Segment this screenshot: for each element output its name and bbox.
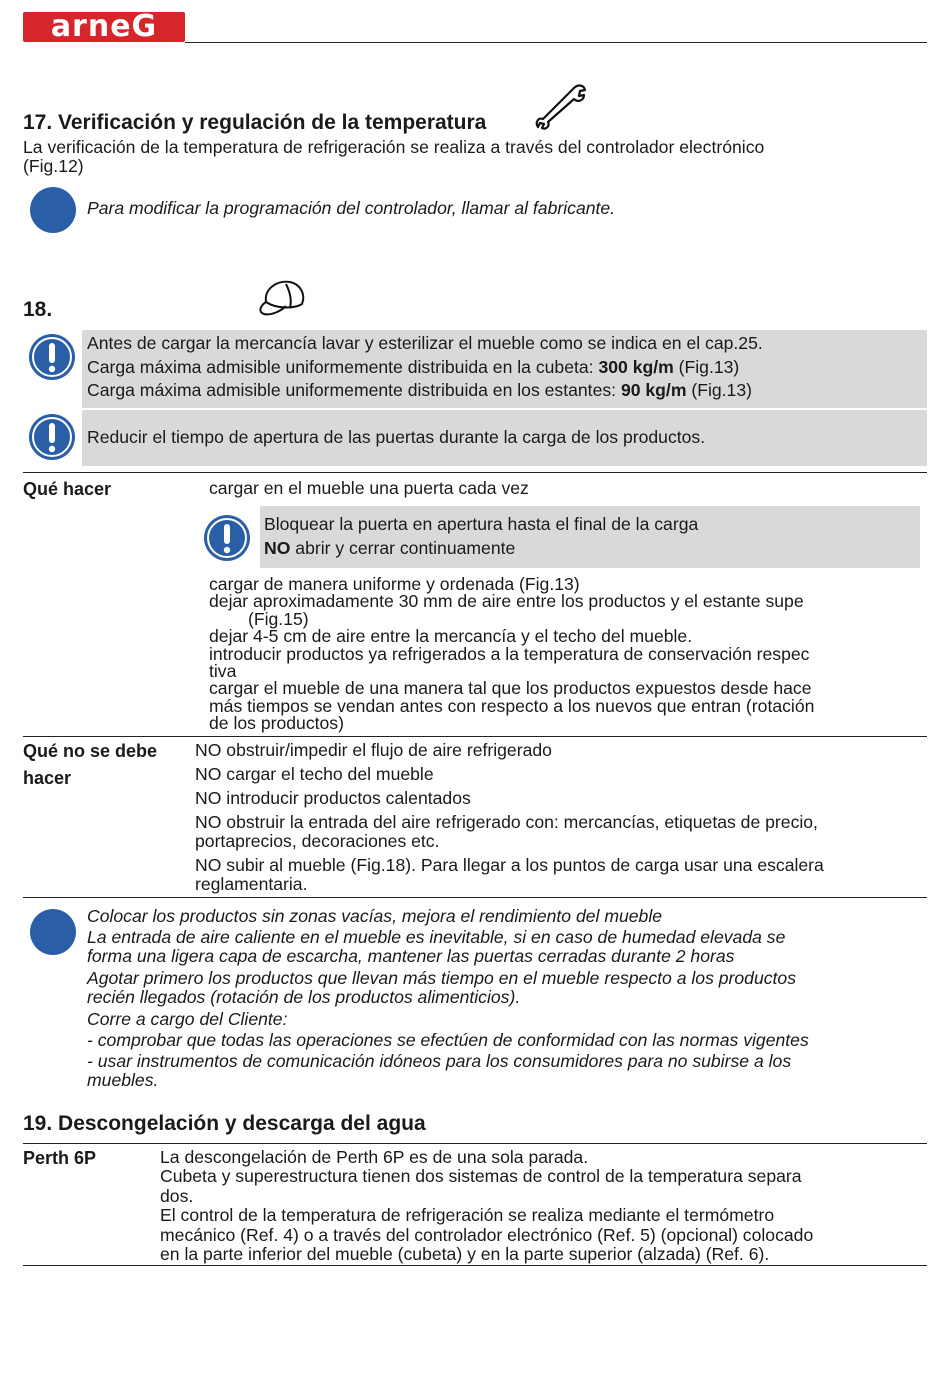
s17-paragraph-line2: (Fig.12): [23, 156, 84, 176]
arneg-logo: [23, 9, 185, 44]
que-no-line: portaprecios, decoraciones etc.: [195, 831, 440, 851]
exclamation-icon: [28, 413, 76, 461]
s17-paragraph-line1: La verificación de la temperatura de refrigeración se realiza a través del controlador electrónico: [23, 137, 765, 157]
que-no-label-line1: Qué no se debe: [23, 741, 158, 761]
note-line: - comprobar que todas las operaciones se efectúen de conformidad con las normas vigentes: [87, 1030, 809, 1050]
note-line: muebles.: [87, 1070, 159, 1090]
box1-line2: Carga máxima admisible uniformemente distribuida en la cubeta: 300 kg/m (Fig.13): [87, 357, 740, 377]
section-17-title: 17. Verificación y regulación de la temperatura: [23, 111, 487, 134]
perth-label: Perth 6P: [23, 1148, 97, 1168]
note-line: La entrada de aire caliente en el mueble es inevitable, si en caso de humedad elevada se: [87, 927, 786, 947]
s19-text: [160, 1148, 930, 1264]
que-no-line: NO subir al mueble (Fig.18). Para llegar a los puntos de carga usar una escalera: [195, 855, 824, 875]
note-line: Corre a cargo del Cliente:: [87, 1009, 288, 1029]
list-item: (Fig.15): [248, 608, 309, 629]
notes-block: [87, 906, 927, 1090]
que-no-line: NO cargar el techo del mueble: [195, 764, 434, 784]
list-item: tiva: [209, 661, 237, 682]
logo-text: arneG: [50, 9, 158, 44]
section-19-title: 19. Descongelación y descarga del agua: [23, 1112, 426, 1135]
rule: [23, 1143, 927, 1144]
box1-line1: Antes de cargar la mercancía lavar y esterilizar el mueble como se indica en el cap.25.: [87, 333, 763, 353]
list-item: de los productos): [209, 713, 344, 734]
que-no-line: NO obstruir/impedir el flujo de aire refrigerado: [195, 740, 552, 760]
wrench-icon: [534, 82, 588, 132]
cap-icon: [256, 278, 308, 318]
s19-line: Cubeta y superestructura tienen dos sistemas de control de la temperatura separa: [160, 1166, 802, 1187]
s19-line: La descongelación de Perth 6P es de una sola parada.: [160, 1147, 589, 1167]
note-line: Agotar primero los productos que llevan más tiempo en el mueble respecto a los productos: [87, 968, 797, 988]
list-item: cargar el mueble de una manera tal que los productos expuestos desde hace: [209, 678, 812, 699]
note-line: Colocar los productos sin zonas vacías, mejora el rendimiento del mueble: [87, 906, 663, 926]
s17-note: Para modificar la programación del controlador, llamar al fabricante.: [87, 198, 616, 218]
que-no-line: NO obstruir la entrada del aire refrigerado con: mercancías, etiquetas de precio,: [195, 812, 818, 832]
que-hacer-label: Qué hacer: [23, 479, 112, 499]
info-circle-icon: [30, 187, 76, 233]
rule: [23, 897, 927, 898]
exclamation-icon: [203, 514, 251, 562]
warn-line1: Bloquear la puerta en apertura hasta el final de la carga: [264, 514, 699, 534]
box1-line3: Carga máxima admisible uniformemente distribuida en los estantes: 90 kg/m (Fig.13): [87, 380, 752, 400]
info-circle-icon: [30, 909, 76, 955]
list-item: introducir productos ya refrigerados a la temperatura de conservación respec: [209, 643, 810, 664]
list-item: cargar de manera uniforme y ordenada (Fig.13): [209, 574, 580, 594]
exclamation-icon: [28, 333, 76, 381]
note-line: recién llegados (rotación de los productos alimenticios).: [87, 987, 521, 1007]
que-hacer-line1: cargar en el mueble una puerta cada vez: [209, 478, 529, 498]
note-line: forma una ligera capa de escarcha, mantener las puertas cerradas durante 2 horas: [87, 946, 735, 966]
box2-text: Reducir el tiempo de apertura de las puertas durante la carga de los productos.: [87, 427, 706, 447]
s19-line: en la parte inferior del mueble (cubeta) y en la parte superior (alzada) (Ref. 6).: [160, 1244, 770, 1265]
que-no-label-line2: hacer: [23, 768, 72, 788]
que-no-line: NO introducir productos calentados: [195, 788, 471, 808]
header-rule: [185, 42, 927, 43]
rule: [23, 1265, 927, 1266]
list-item: dejar 4-5 cm de aire entre la mercancía y el techo del mueble.: [209, 626, 693, 647]
section-18-title: 18.: [23, 298, 53, 321]
s19-line: mecánico (Ref. 4) o a través del controlador electrónico (Ref. 5) (opcional) colocado: [160, 1224, 814, 1245]
list-item: más tiempos se vendan antes con respecto a los nuevos que entran (rotación: [209, 695, 815, 716]
list-item: dejar aproximadamente 30 mm de aire entre los productos y el estante supe: [209, 591, 804, 612]
s19-line: dos.: [160, 1185, 194, 1206]
que-no-line: reglamentaria.: [195, 874, 308, 894]
que-hacer-list: [209, 576, 929, 733]
s19-line: El control de la temperatura de refrigeración se realiza mediante el termómetro: [160, 1205, 775, 1226]
rule: [23, 472, 927, 473]
rule: [23, 736, 927, 737]
note-line: - usar instrumentos de comunicación idóneos para los consumidores para no subirse a los: [87, 1051, 792, 1071]
warn-line2: NO abrir y cerrar continuamente: [264, 538, 516, 558]
